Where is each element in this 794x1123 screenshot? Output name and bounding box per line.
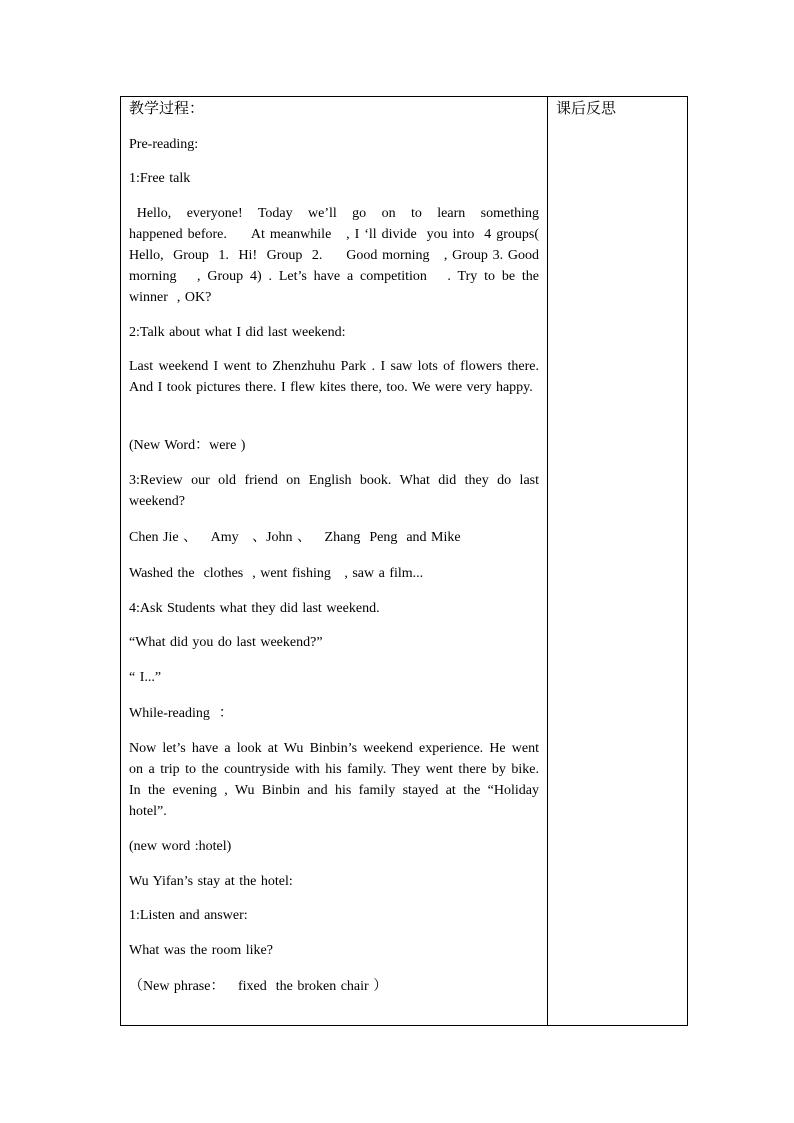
lesson-table — [120, 96, 688, 1026]
question-line: “What did you do last weekend?” — [129, 635, 323, 650]
paragraph — [129, 435, 539, 456]
paragraph — [129, 563, 539, 584]
paragraph — [129, 703, 539, 724]
new-word-were: (New Word：were ) — [129, 438, 246, 453]
paragraph — [129, 976, 539, 997]
names-list: Chen Jie 、 Amy 、John 、 Zhang Peng and Mike — [129, 530, 461, 545]
paragraph — [129, 470, 539, 512]
paragraph — [129, 667, 539, 688]
last-weekend-paragraph: Last weekend I went to Zhenzhuhu Park . I saw lots of flowers there. And I took pictures there. I flew kites there, too. We were very happy. — [129, 359, 539, 395]
review-paragraph: 3:Review our old friend on English book. What did they do last weekend? — [129, 473, 539, 509]
paragraph — [129, 322, 539, 343]
paragraph — [129, 203, 544, 308]
hotel-stay-label: Wu Yifan’s stay at the hotel: — [129, 874, 293, 889]
reflection-column — [556, 97, 681, 119]
paragraph — [129, 632, 539, 653]
paragraph — [129, 836, 539, 857]
paragraph — [129, 168, 539, 189]
greeting-paragraph: Hello, everyone! Today we’ll go on to learn something happened before. At meanwhile , I ‘ll divide you into 4 groups( Hello, Group 1. Hi! Group 2. Good morning , Group 3. Good morning , Group 4) . Let’s have a competition . Try to be the winner , OK? — [129, 206, 544, 305]
paragraph — [129, 905, 539, 926]
paragraph — [129, 940, 539, 961]
teaching-process-heading: 教学过程： — [129, 99, 205, 117]
paragraph — [129, 598, 539, 619]
new-word-hotel: (new word :hotel) — [129, 839, 232, 854]
activities-list: Washed the clothes , went fishing , saw a film... — [129, 566, 424, 581]
paragraph — [129, 134, 539, 155]
new-phrase-line: （New phrase： fixed the broken chair ） — [129, 979, 388, 994]
talk-weekend-label: 2:Talk about what I did last weekend: — [129, 325, 346, 340]
answer-line: “ I...” — [129, 670, 162, 685]
paragraph — [129, 527, 539, 548]
ask-students-label: 4:Ask Students what they did last weekend. — [129, 601, 380, 616]
reflection-heading: 课后反思 — [556, 99, 617, 117]
column-divider — [547, 97, 548, 1025]
wu-binbin-paragraph: Now let’s have a look at Wu Binbin’s weekend experience. He went on a trip to the countryside with his family. They went there by bike. In the evening , Wu Binbin and his family stayed at the “Holiday hotel”. — [129, 741, 539, 819]
teaching-process-heading-row — [129, 97, 539, 119]
paragraph — [129, 871, 539, 892]
listen-answer-label: 1:Listen and answer: — [129, 908, 248, 923]
pre-reading-label: Pre-reading: — [129, 137, 199, 152]
room-question: What was the room like? — [129, 943, 273, 958]
paragraph — [129, 738, 539, 822]
while-reading-label: While-reading ： — [129, 706, 233, 721]
free-talk-label: 1:Free talk — [129, 171, 191, 186]
paragraph — [129, 356, 539, 398]
